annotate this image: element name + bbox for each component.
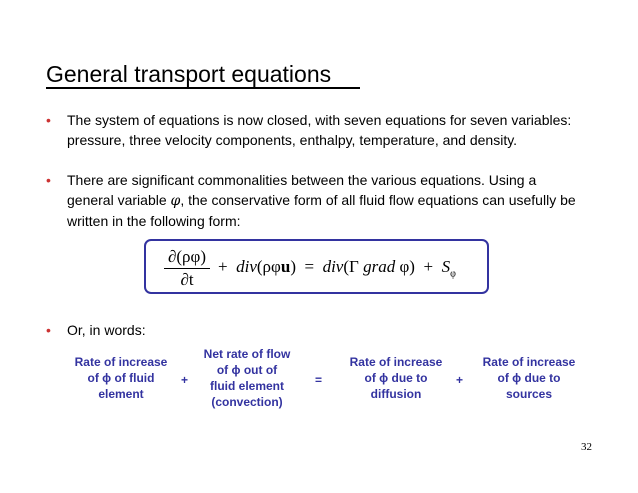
fraction-denominator: ∂t — [180, 270, 194, 289]
bullet-dot-icon: • — [46, 322, 51, 338]
bullet-dot-icon: • — [46, 112, 51, 128]
bullet-text-before: There are significant commonalities between the various equations. Using a general variable — [67, 172, 537, 208]
equation-terms — [218, 257, 456, 279]
bullet-dot-icon: • — [46, 172, 51, 188]
term-line: of ϕ out of — [216, 363, 278, 377]
term-line: element — [98, 387, 144, 401]
plus-operator: + — [456, 373, 464, 387]
div-operator: div — [322, 257, 344, 276]
time-derivative-fraction — [162, 247, 212, 290]
term-line: of ϕ due to — [497, 371, 561, 385]
page-number: 32 — [581, 441, 592, 453]
convection-term-words — [192, 346, 302, 410]
fraction-numerator: ∂(ρφ) — [167, 247, 207, 266]
bullet-text — [67, 170, 586, 231]
term-line: of ϕ due to — [364, 371, 428, 385]
term-line: of ϕ of fluid — [87, 371, 155, 385]
grad-operator: grad — [363, 257, 396, 276]
equals-sign: = — [304, 257, 315, 276]
slide-title: General transport equations — [46, 61, 332, 87]
plus-sign: + — [423, 257, 434, 276]
bullet-text: Or, in words: — [67, 322, 146, 338]
diffusion-term-open: (Γ — [343, 257, 359, 276]
fraction-bar — [164, 268, 210, 269]
plus-operator: + — [181, 373, 189, 387]
convection-term-close: ) — [290, 257, 296, 276]
diffusion-term: φ) — [399, 257, 415, 276]
term-line: sources — [505, 387, 553, 401]
source-subscript: φ — [450, 268, 456, 280]
equation-box — [144, 239, 489, 294]
bullet-text-after: , the conservative form of all fluid flow equations can usefully be written in the following form: — [67, 192, 576, 229]
bullet-text: The system of equations is now closed, with seven equations for seven variables: pressure, three velocity components, enthalpy, temperature, and density. — [67, 112, 572, 148]
source-term: S — [441, 257, 451, 276]
plus-sign: + — [218, 257, 228, 276]
div-operator: div — [236, 257, 257, 276]
term-line: fluid element — [209, 379, 284, 393]
rate-of-increase-term — [62, 354, 180, 402]
convection-term: (ρφ — [256, 257, 281, 276]
diffusion-term-words — [337, 354, 455, 402]
term-line: Rate of increase — [74, 355, 168, 369]
term-line: Rate of increase — [482, 355, 576, 369]
term-line: Net rate of flow — [203, 347, 291, 361]
velocity-vector: u — [280, 257, 291, 276]
term-line: (convection) — [211, 395, 283, 409]
title-underline — [46, 87, 360, 89]
bullet-item — [46, 170, 586, 231]
phi-symbol: φ — [170, 193, 181, 209]
source-term-words — [470, 354, 588, 402]
bullet-item — [46, 110, 586, 150]
term-line: Rate of increase — [349, 355, 443, 369]
term-line: diffusion — [370, 387, 422, 401]
bullet-item — [46, 320, 586, 340]
equals-operator: = — [315, 373, 323, 387]
